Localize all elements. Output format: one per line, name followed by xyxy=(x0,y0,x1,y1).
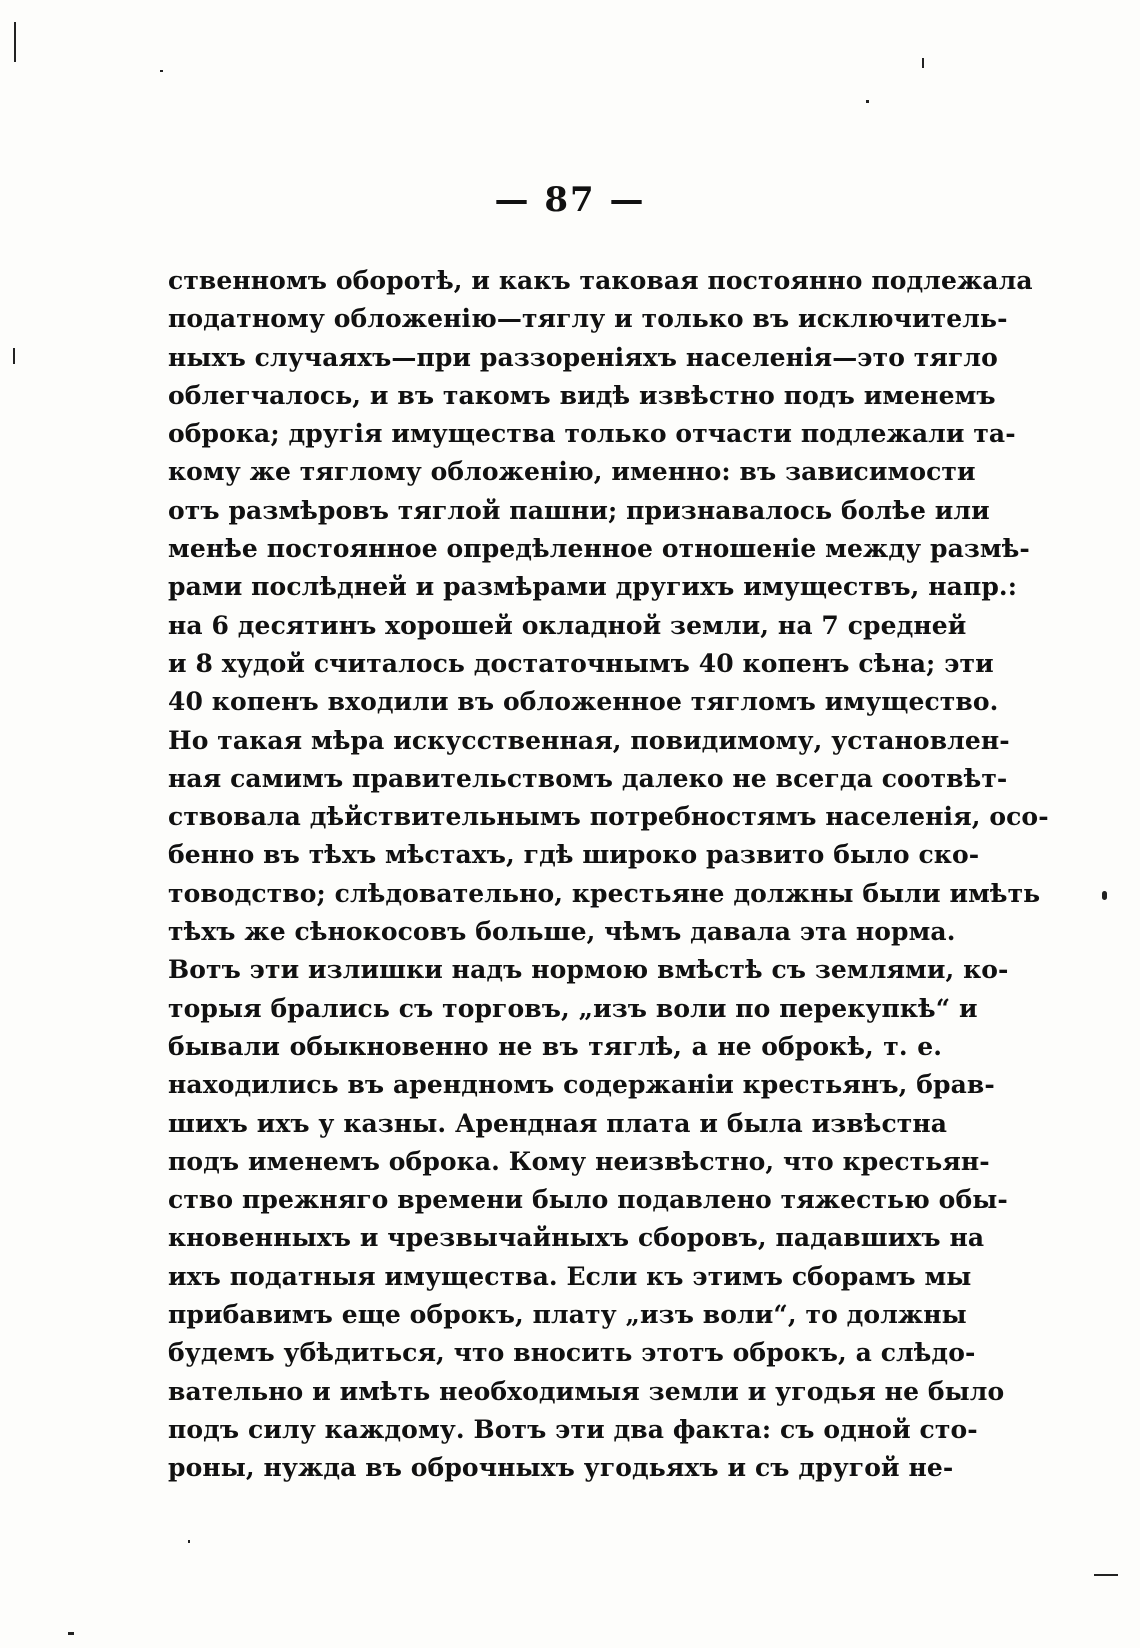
text-line: кновенныхъ и чрезвычайныхъ сборовъ, падавшихъ на xyxy=(168,1223,985,1253)
text-line: податному обложенію—тяглу и только въ исключитель- xyxy=(168,304,1008,334)
text-line: вательно и имѣть необходимыя земли и угодья не было xyxy=(168,1376,1005,1406)
scan-speck xyxy=(922,58,924,68)
text-line: торыя брались съ торговъ, „изъ воли по перекупкѣ“ и xyxy=(168,993,978,1023)
text-line: роны, нужда въ оброчныхъ угодьяхъ и съ другой не- xyxy=(168,1453,954,1483)
text-line: облегчалось, и въ такомъ видѣ извѣстно подъ именемъ xyxy=(168,380,996,410)
text-line: ство прежняго времени было подавлено тяжестью обы- xyxy=(168,1185,1008,1215)
scan-speck xyxy=(1094,1574,1118,1576)
text-line: отъ размѣровъ тяглой пашни; признавалось болѣе или xyxy=(168,495,990,525)
body-text xyxy=(168,262,1049,1488)
text-line: Вотъ эти излишки надъ нормою вмѣстѣ съ землями, ко- xyxy=(168,955,1009,985)
text-line: подъ именемъ оброка. Кому неизвѣстно, что крестьян- xyxy=(168,1146,990,1176)
text-line: бенно въ тѣхъ мѣстахъ, гдѣ широко развито было ско- xyxy=(168,840,980,870)
text-line: товодство; слѣдовательно, крестьяне должны были имѣть xyxy=(168,878,1041,908)
scan-speck xyxy=(160,70,163,72)
text-line: ныхъ случаяхъ—при раззореніяхъ населенія—это тягло xyxy=(168,342,998,372)
text-line: находились въ арендномъ содержаніи крестьянъ, брав- xyxy=(168,1070,995,1100)
text-line: ственномъ оборотѣ, и какъ таковая постоянно подлежала xyxy=(168,266,1033,295)
scan-speck xyxy=(866,100,869,103)
text-line: на 6 десятинъ хорошей окладной земли, на 7 средней xyxy=(168,610,967,640)
text-line: тѣхъ же сѣнокосовъ больше, чѣмъ давала эта норма. xyxy=(168,917,956,947)
scan-speck xyxy=(68,1632,74,1635)
scan-speck xyxy=(14,22,16,62)
text-line: ихъ податныя имущества. Если къ этимъ сборамъ мы xyxy=(168,1261,972,1291)
text-line: и 8 худой считалось достаточнымъ 40 копенъ сѣна; эти xyxy=(168,648,994,678)
text-line: ная самимъ правительствомъ далеко не всегда соотвѣт- xyxy=(168,763,1008,793)
text-line: ствовала дѣйствительнымъ потребностямъ населенія, осо- xyxy=(168,802,1049,832)
scan-speck xyxy=(13,348,15,364)
scan-speck xyxy=(188,1540,190,1543)
text-line: менѣе постоянное опредѣленное отношеніе между размѣ- xyxy=(168,534,1030,564)
text-line: будемъ убѣдиться, что вносить этотъ оброкъ, а слѣдо- xyxy=(168,1338,976,1368)
text-line: рами послѣдней и размѣрами другихъ имуществъ, напр.: xyxy=(168,572,1018,602)
text-line: прибавимъ еще оброкъ, плату „изъ воли“, то должны xyxy=(168,1300,967,1330)
text-line: Но такая мѣра искусственная, повидимому, установлен- xyxy=(168,725,1010,755)
text-line: кому же тяглому обложенію, именно: въ зависимости xyxy=(168,457,976,487)
text-line: подъ силу каждому. Вотъ эти два факта: съ одной сто- xyxy=(168,1414,978,1444)
text-line: шихъ ихъ у казны. Арендная плата и была извѣстна xyxy=(168,1108,948,1138)
scan-speck xyxy=(1102,891,1107,900)
page-number: — 87 — xyxy=(494,180,646,220)
text-line: оброка; другія имущества только отчасти подлежали та- xyxy=(168,419,1016,449)
text-line: 40 копенъ входили въ обложенное тягломъ имущество. xyxy=(168,687,999,717)
text-line: бывали обыкновенно не въ тяглѣ, а не оброкѣ, т. е. xyxy=(168,1031,942,1061)
